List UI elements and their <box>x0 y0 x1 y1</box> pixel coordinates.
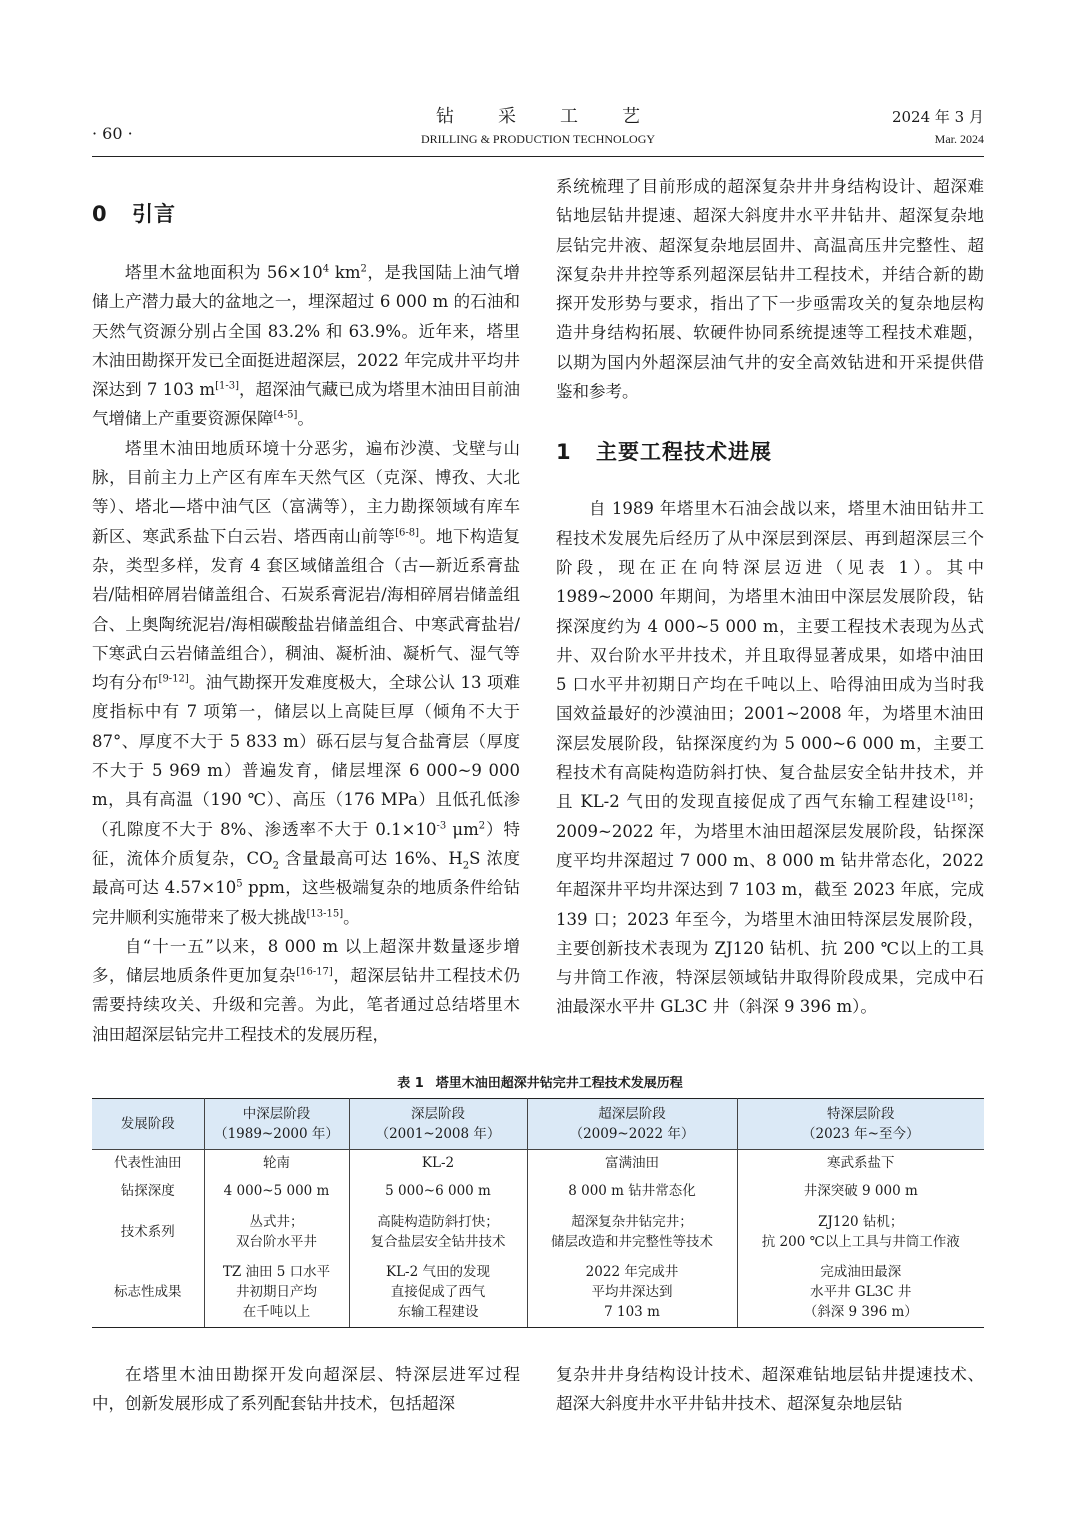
journal-title <box>92 104 984 148</box>
journal-title-en: DRILLING & PRODUCTION TECHNOLOGY <box>420 132 656 146</box>
citation-ref: [18] <box>946 792 968 804</box>
text-run: 塔里木油田地质环境十分恶劣，遍布沙漠、戈壁与山脉，目前主力上产区有库车天然气区（克深、博孜、大北等）、塔北—塔中油气区（富满等），主力勘探领域有库车新区、寒武系盐下白云岩、塔西南山前等 <box>92 438 520 546</box>
section-0-heading <box>92 198 520 228</box>
citation-ref: [1-3] <box>215 380 239 392</box>
table-row <box>92 1258 984 1328</box>
section-title: 引言 <box>132 202 176 226</box>
cell-line: （1989~2000 年） <box>214 1126 339 1142</box>
table-cell <box>527 1150 737 1176</box>
paragraph: 复杂井井身结构设计技术、超深难钻地层钻井提速技术、超深大斜度井水平井钻井技术、超深复杂地层钻 <box>556 1365 984 1414</box>
cell-line: 双台阶水平井 <box>236 1233 317 1250</box>
cell-line: 8 000 m 钻井常态化 <box>568 1182 696 1199</box>
paragraph: 系统梳理了目前形成的超深复杂井井身结构设计、超深难钻地层钻井提速、超深大斜度井水平井钻井、超深复杂地层钻完井液、超深复杂地层固井、高温高压井完整性、超深复杂井井控等系列超深层钻井工程技术，并结合新的勘探开发形势与要求，指出了下一步亟需攻关的复杂地层构造井身结构拓展、软硬件协同系统提速等工程技术难题，以期为国内外超深层油气井的安全高效钻进和开采提供借鉴和参考。 <box>556 177 984 402</box>
row-header-cell: 标志性成果 <box>92 1258 204 1328</box>
table-row <box>92 1150 984 1176</box>
development-history-table <box>92 1098 984 1328</box>
cell-line: （2009~2022 年） <box>569 1126 695 1142</box>
table-cell <box>737 1206 984 1258</box>
cell-line: 高陡构造防斜打快； <box>377 1213 499 1230</box>
cell-line: 平均井深达到 <box>591 1284 673 1301</box>
cell-line: TZ 油田 5 口水平 <box>222 1264 331 1281</box>
citation-ref: [6-8] <box>395 527 419 539</box>
section-number: 1 <box>556 440 572 465</box>
cell-line: 中深层阶段 <box>242 1106 311 1122</box>
text-run: 塔里木盆地面积为 56×10 <box>125 263 323 282</box>
table-cell <box>349 1206 527 1258</box>
section-title: 主要工程技术进展 <box>596 440 772 465</box>
table-cell <box>349 1150 527 1176</box>
journal-title-cn: 钻采工艺 <box>436 106 684 127</box>
exponent: 4 <box>322 263 330 275</box>
cell-line: 在千吨以上 <box>242 1304 311 1321</box>
cell-line: 完成油田最深 <box>820 1264 902 1281</box>
cell-line: KL-2 <box>421 1154 455 1171</box>
table-title: 塔里木油田超深井钻完井工程技术发展历程 <box>435 1076 683 1091</box>
text-run: 。 <box>343 907 360 927</box>
table-cell <box>349 1176 527 1206</box>
left-column-continued <box>92 1360 520 1419</box>
citation-ref: [16-17] <box>296 966 333 978</box>
paragraph <box>556 494 984 1021</box>
exponent: 5 <box>236 878 243 890</box>
paragraph <box>92 434 520 932</box>
header-cell: 发展阶段 <box>92 1099 204 1150</box>
table-cell <box>737 1176 984 1206</box>
paragraph: 在塔里木油田勘探开发向超深层、特深层进军过程中，创新发展形成了系列配套钻井技术，包括超深 <box>92 1365 520 1414</box>
exponent: -3 <box>436 820 447 832</box>
text-run: ，超深油气藏已成为塔里木油田目前油气增储上产重要资源保障 <box>92 380 520 429</box>
cell-line: ZJ120 钻机； <box>818 1213 904 1230</box>
table-cell <box>527 1206 737 1258</box>
right-column <box>556 172 984 1022</box>
table-cell <box>204 1206 349 1258</box>
cell-line: 抗 200 ℃以上工具与井筒工作液 <box>761 1233 960 1250</box>
section-1-heading <box>556 436 984 466</box>
cell-line: 水平井 GL3C 井 <box>810 1284 912 1301</box>
text-run: 自“十一五”以来，8 000 m 以上超深井数量逐步增多，储层地质条件更加复杂 <box>92 936 520 986</box>
left-column <box>92 172 520 1049</box>
table-cell <box>349 1258 527 1328</box>
table-row <box>92 1206 984 1258</box>
table-cell <box>737 1150 984 1176</box>
table-number: 表 1 <box>397 1076 424 1091</box>
row-header-cell: 代表性油田 <box>92 1150 204 1176</box>
row-header-cell: 技术系列 <box>92 1206 204 1258</box>
text-run: ）特征，流体介质复杂，CO <box>92 819 520 868</box>
cell-line: 富满油田 <box>605 1154 659 1171</box>
cell-line: 5 000~6 000 m <box>385 1182 491 1199</box>
table-row <box>92 1176 984 1206</box>
table-cell <box>204 1176 349 1206</box>
cell-line: 东输工程建设 <box>397 1304 479 1321</box>
table-cell <box>204 1258 349 1328</box>
issue-date <box>892 104 984 148</box>
citation-ref: [13-15] <box>306 908 344 920</box>
header-cell <box>349 1099 527 1150</box>
cell-line: 4 000~5 000 m <box>223 1182 330 1199</box>
cell-line: 寒武系盐下 <box>827 1154 895 1171</box>
paragraph <box>92 258 520 434</box>
cell-line: 井初期日产均 <box>236 1284 317 1301</box>
text-run: 自 1989 年塔里木石油会战以来，塔里木油田钻井工程技术发展先后经历了从中深层到深层、再到超深层三个阶段，现在正在向特深层迈进（见表 1）。其中 1989~2000 年期间，为塔里木油田中深层发展阶段，钻探深度约为 4 000~5 000 m，主要工程技术表现为丛式井、双台阶水平井技术，并且取得显著成果，如塔中油田 5 口水平井初期日产均在千吨以上、哈得油田成为当时我国效益最好的沙漠油田；2001~2008 年，为塔里木油田深层发展阶段，钻探深度约为 5 000~6 000 m，主要工程技术有高陡构造防斜打快、复合盐层安全钻井技术，并且 KL-2 气田的发现直接促成了西气东输工程建设 <box>556 499 984 812</box>
cell-line: 7 103 m <box>604 1304 660 1321</box>
citation-ref: [9-12] <box>158 673 189 685</box>
text-run: ；2009~2022 年，为塔里木油田超深层发展阶段，钻探深度平均井深超过 7 000 m、8 000 m 钻井常态化，2022 年超深井平均井深达到 7 103 m，截至 2023 年底，完成 139 口；2023 年至今，为塔里木油田特深层发展阶段，主要创新技术表现为 ZJ120 钻机、抗 200 ℃以上的工具与井筒工作液，特深层领域钻井取得阶段成果，完成中石油最深水平井 GL3C 井（斜深 9 396 m）。 <box>556 792 984 1017</box>
issue-date-cn: 2024 年 3 月 <box>891 108 984 126</box>
row-header-cell: 钻探深度 <box>92 1176 204 1206</box>
text-run: 。油气勘探开发难度极大，全球公认 13 项难度指标中有 7 项第一，储层以上高陡巨厚（倾角不大于 87°、厚度不大于 5 833 m）砾石层与复合盐膏层（厚度不大于 5 969 m）普遍发育，储层埋深 6 000~9 000 m，具有高温（190 ℃）、高压（176 MPa）且低孔低渗（孔隙度不大于 8%、渗透率不大于 0.1×10 <box>92 673 520 839</box>
page-number: · 60 · <box>92 124 133 143</box>
cell-line: 丛式井； <box>249 1213 304 1230</box>
text-run: ppm，这些极端复杂的地质条件给钻完井顺利实施带来了极大挑战 <box>92 878 521 927</box>
section-number: 0 <box>92 202 108 226</box>
cell-line: 复合盐层安全钻井技术 <box>370 1233 506 1250</box>
table-cell <box>527 1258 737 1328</box>
text-run: 。 <box>297 409 314 429</box>
text-run: μm <box>446 819 479 839</box>
text-run: 含量最高可达 16%、H <box>279 848 463 868</box>
citation-ref: [4-5] <box>273 409 298 421</box>
cell-line: 储层改造和井完整性等技术 <box>551 1233 713 1250</box>
text-run: ，超深层钻井工程技术仍需要持续攻关、升级和完善。为此，笔者通过总结塔里木油田超深层钻完井工程技术的发展历程， <box>92 966 520 1044</box>
exponent: 2 <box>478 820 486 832</box>
chem-subscript: 2 <box>272 860 280 872</box>
cell-line: 直接促成了西气 <box>390 1284 486 1301</box>
cell-line: 深层阶段 <box>411 1106 465 1122</box>
running-header <box>92 104 984 157</box>
text-run: S 浓度最高可达 4.57×10 <box>92 848 520 898</box>
cell-line: 井深突破 9 000 m <box>803 1182 918 1199</box>
chem-subscript: 2 <box>462 860 470 872</box>
table-cell <box>204 1150 349 1176</box>
cell-line: 轮南 <box>263 1154 290 1171</box>
text-run: 。地下构造复杂，类型多样，发育 4 套区域储盖组合（古—新近系膏盐岩/陆相碎屑岩储盖组合、石炭系膏泥岩/海相碎屑岩储盖组合、上奥陶统泥岩/海相碳酸盐岩储盖组合、中寒武膏盐岩/下寒武白云岩储盖组合），稠油、凝析油、凝析气、湿气等均有分布 <box>92 526 521 693</box>
paragraph <box>92 932 520 1049</box>
table-header-row <box>92 1099 984 1150</box>
cell-line: 超深层阶段 <box>598 1106 666 1122</box>
header-cell <box>527 1099 737 1150</box>
text-run: ，是我国陆上油气增储上产潜力最大的盆地之一，埋深超过 6 000 m 的石油和天然气资源分别占全国 83.2% 和 63.9%。近年来，塔里木油田勘探开发已全面挺进超深层，2022 年完成井平均井深达到 7 103 m <box>92 263 520 400</box>
table-cell <box>527 1176 737 1206</box>
cell-line: （2001~2008 年） <box>375 1126 501 1142</box>
cell-line: （2023 年~至今） <box>802 1126 920 1142</box>
cell-line: 2022 年完成井 <box>585 1264 679 1281</box>
text-run: km <box>329 263 361 282</box>
cell-line: 特深层阶段 <box>827 1106 895 1122</box>
table-cell <box>737 1258 984 1328</box>
cell-line: 超深复杂井钻完井； <box>571 1213 693 1230</box>
header-cell <box>204 1099 349 1150</box>
issue-date-en: Mar. 2024 <box>934 132 984 146</box>
header-cell <box>737 1099 984 1150</box>
cell-line: KL-2 气田的发现 <box>386 1264 490 1281</box>
cell-line: （斜深 9 396 m） <box>803 1304 918 1321</box>
exponent: 2 <box>360 263 367 275</box>
table-caption <box>0 1072 1080 1091</box>
right-column-continued <box>556 1360 984 1419</box>
